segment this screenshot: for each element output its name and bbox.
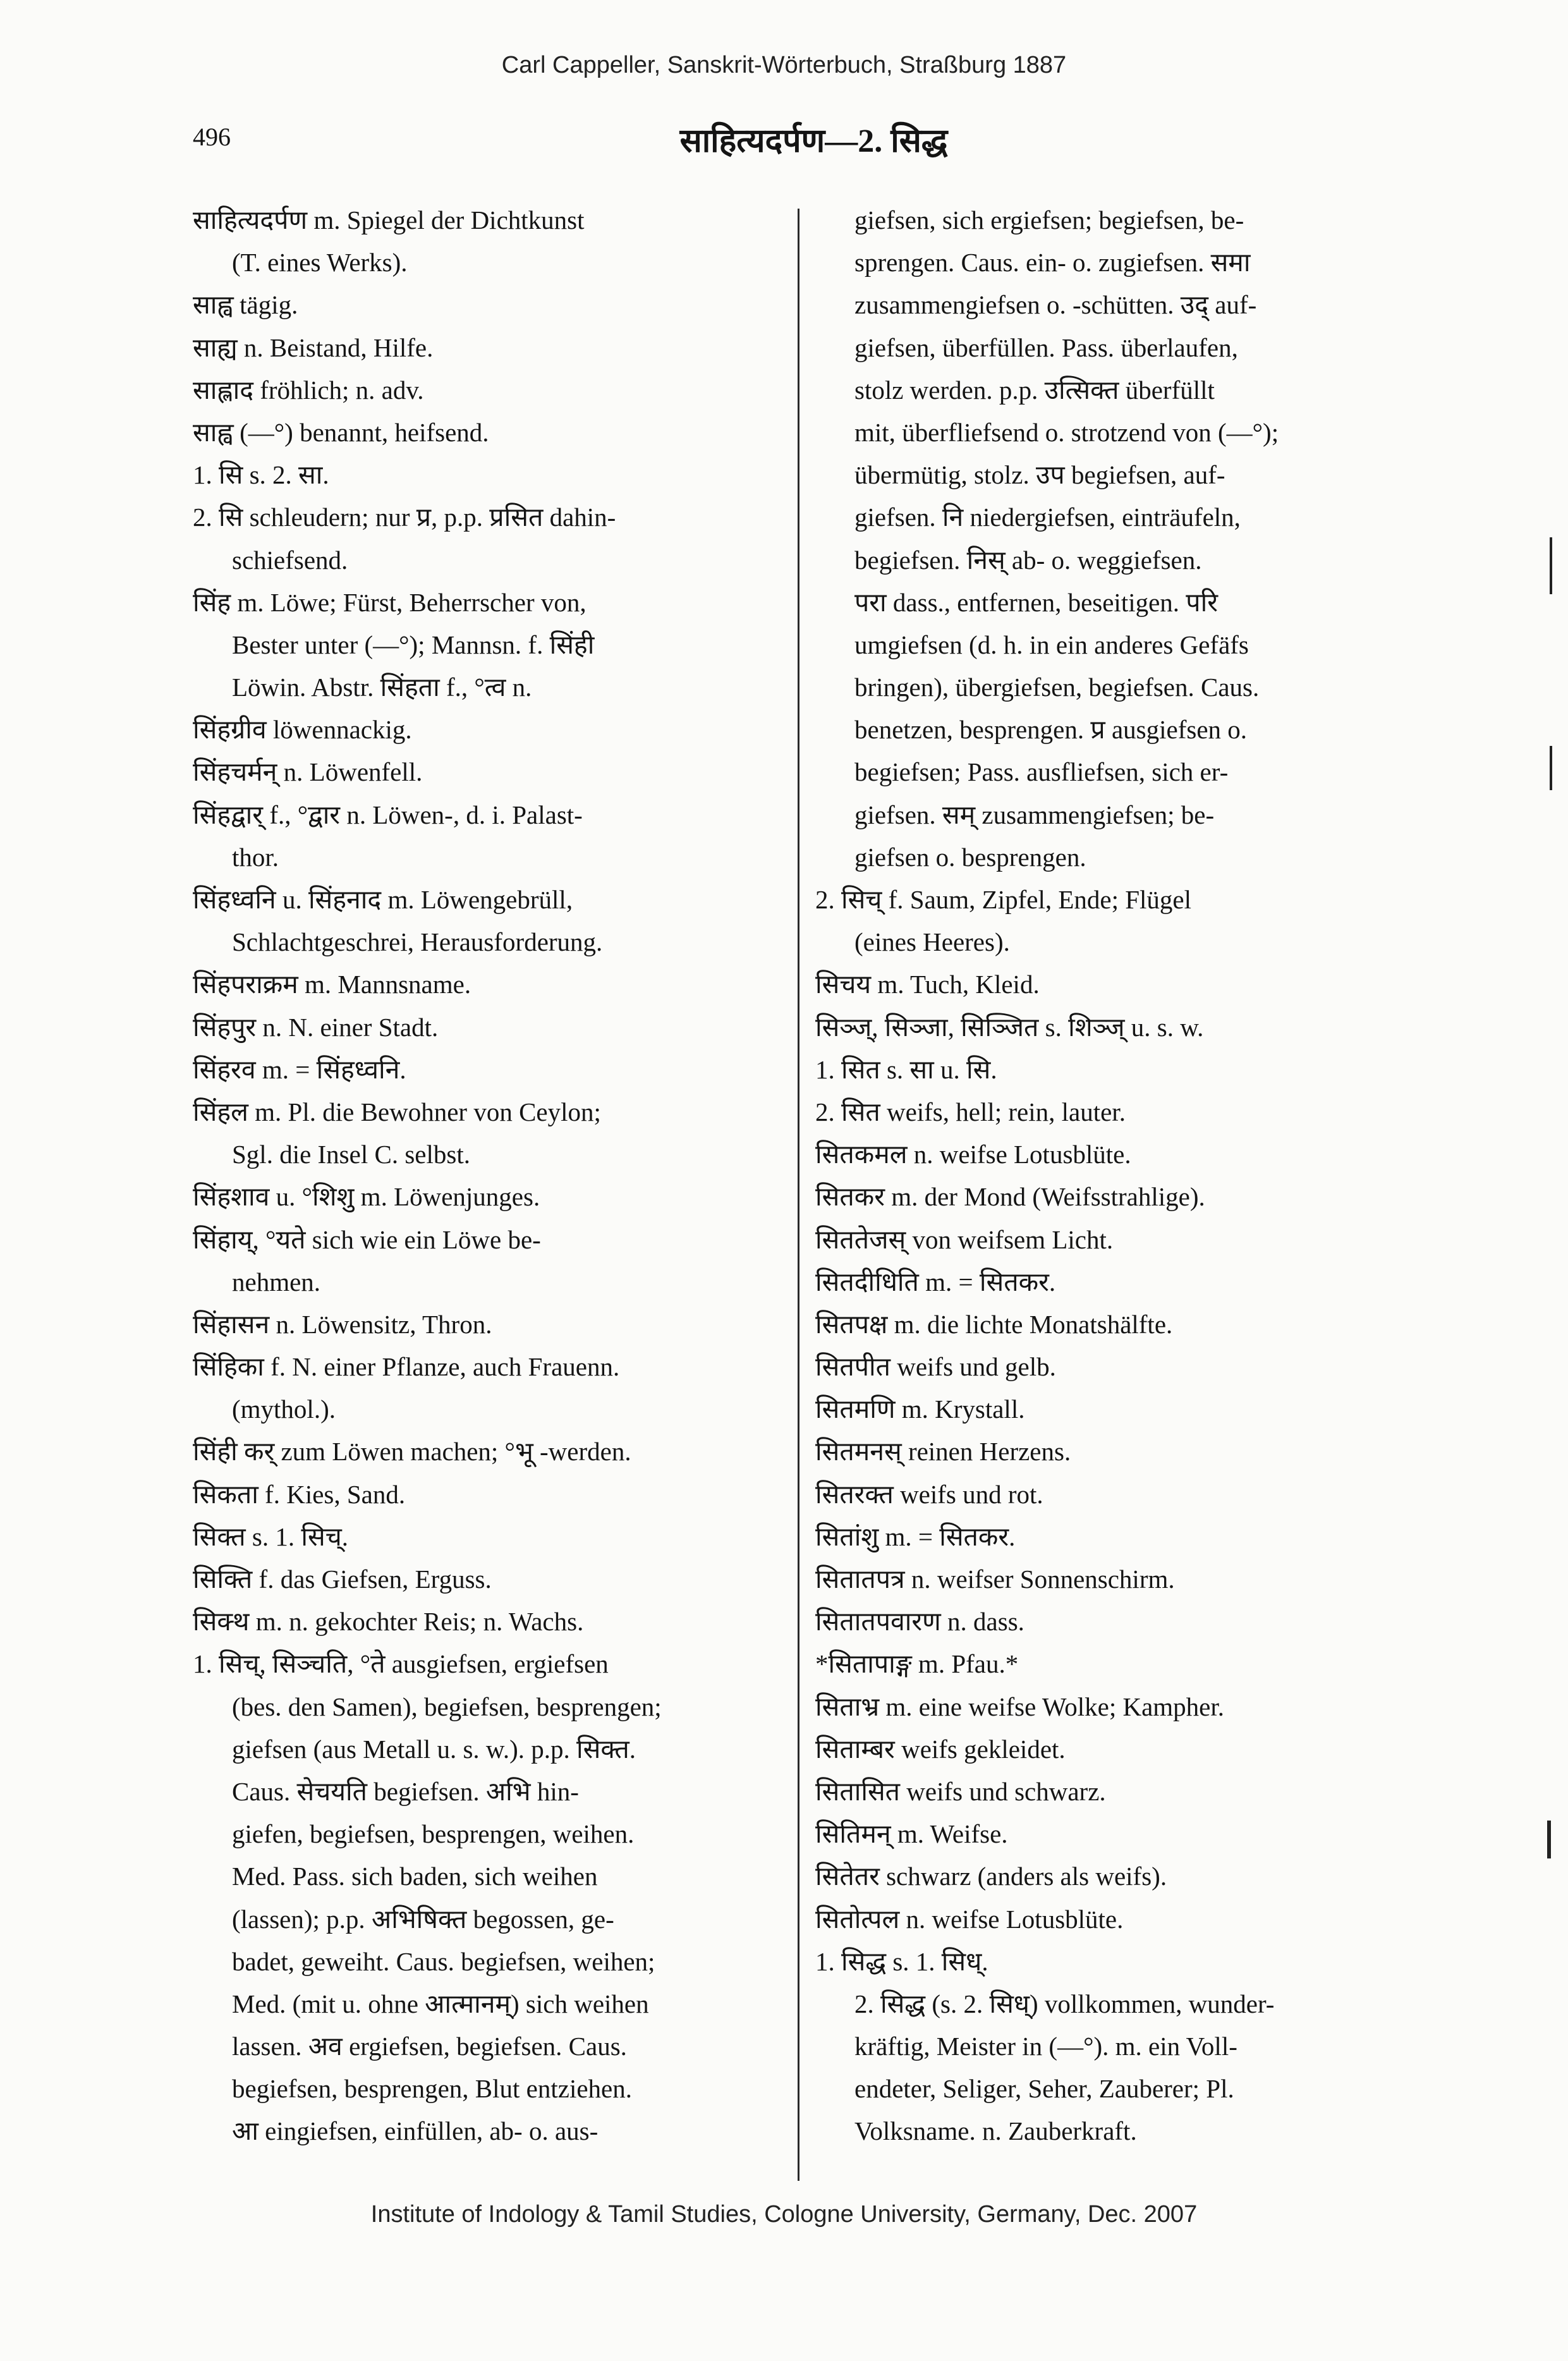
dictionary-line: schiefsend. [232,545,348,575]
dictionary-line: सितोत्पल n. weifse Lotusblüte. [815,1904,1124,1934]
dictionary-line: (T. eines Werks). [232,248,408,278]
dictionary-line: सिक्थ m. n. gekochter Reis; n. Wachs. [193,1607,584,1637]
scan-edge-mark [1547,1821,1551,1858]
dictionary-line: 2. सिच् f. Saum, Zipfel, Ende; Flügel [815,885,1192,914]
dictionary-line: giefsen. सम् zusammengiefsen; be- [854,800,1215,829]
dictionary-line: stolz werden. p.p. उत्सिक्त überfüllt [854,375,1215,405]
dictionary-line: giefsen. नि niedergiefsen, einträufeln, [854,503,1241,532]
dictionary-line: begiefsen, besprengen, Blut entziehen. [232,2074,632,2104]
dictionary-line: Löwin. Abstr. सिंहता f., °त्व n. [232,673,532,702]
dictionary-line: nehmen. [232,1267,321,1296]
dictionary-line: lassen. अव ergiefsen, begiefsen. Caus. [232,2032,627,2061]
dictionary-line: सितमणि m. Krystall. [815,1394,1025,1424]
dictionary-line: सिंहध्वनि u. सिंहनाद m. Löwengebrüll, [193,885,573,914]
dictionary-line: सिंहरव m. = सिंहध्वनि. [193,1054,406,1084]
dictionary-line: सिंह m. Löwe; Fürst, Beherrscher von, [193,587,586,617]
dictionary-line: सितपक्ष m. die lichte Monatshälfte. [815,1309,1173,1339]
dictionary-line: giefsen, sich ergiefsen; begiefsen, be- [854,205,1244,235]
dictionary-line: thor. [232,842,279,872]
dictionary-line: साह्व tägig. [193,290,298,320]
dictionary-line: Bester unter (—°); Mannsn. f. सिंही [232,630,595,659]
dictionary-line: 2. सि schleudern; nur प्र, p.p. प्रसित dahin- [193,503,616,532]
dictionary-line: 1. सिद्ध s. 1. सिध्. [815,1946,988,1976]
dictionary-line: आ eingiefsen, einfüllen, ab- o. aus- [232,2116,599,2146]
dictionary-line: साह्य n. Beistand, Hilfe. [193,332,434,362]
dictionary-line: giefen, begiefsen, besprengen, weihen. [232,1819,635,1849]
page-number: 496 [193,123,231,151]
dictionary-line: Med. (mit u. ohne आत्मानम्) sich weihen [232,1989,649,2018]
dictionary-line: badet, geweiht. Caus. begiefsen, weihen; [232,1946,655,1976]
dictionary-line: साह्लाद fröhlich; n. adv. [193,375,424,405]
dictionary-line: 2. सित weifs, hell; rein, lauter. [815,1097,1126,1126]
dictionary-line: सिञ्ज्, सिञ्जा, सिञ्जित s. शिञ्ज् u. s. w. [815,1012,1204,1042]
dictionary-line: giefsen o. besprengen. [854,842,1086,872]
dictionary-line: सिंहचर्मन् n. Löwenfell. [193,757,423,787]
dictionary-line: सितांशु m. = सितकर. [815,1522,1016,1551]
dictionary-line: endeter, Seliger, Seher, Zauberer; Pl. [854,2074,1234,2104]
dictionary-line: 1. सिच्, सिञ्चति, °ते ausgiefsen, ergiefsen [193,1649,609,1679]
dictionary-line: साहित्यदर्पण m. Spiegel der Dichtkunst [193,205,585,235]
dictionary-line: सितकमल n. weifse Lotusblüte. [815,1140,1131,1169]
dictionary-line: सिचय m. Tuch, Kleid. [815,970,1040,999]
dictionary-line: (bes. den Samen), begiefsen, besprengen; [232,1692,662,1721]
column-divider [798,209,799,2181]
dictionary-line: zusammengiefsen o. -schütten. उद् auf- [854,290,1257,320]
dictionary-line: giefsen (aus Metall u. s. w.). p.p. सिक्त. [232,1734,636,1764]
dictionary-line: सिताम्बर weifs gekleidet. [815,1734,1066,1764]
dictionary-line: सिंहद्वार् f., °द्वार n. Löwen-, d. i. Palast- [193,800,583,829]
dictionary-line: सिंही कर् zum Löwen machen; °भू -werden. [193,1437,631,1467]
left-column [193,199,781,2153]
dictionary-line: सिंहपुर n. N. einer Stadt. [193,1012,439,1042]
page-heading [193,117,1435,168]
dictionary-line: सिक्त s. 1. सिच्. [193,1522,349,1551]
dictionary-line: (eines Heeres). [854,927,1010,957]
dictionary-line: सिंहग्रीव löwennackig. [193,715,412,745]
dictionary-line: kräftig, Meister in (—°). m. ein Voll- [854,2032,1237,2061]
right-column [815,199,1422,2153]
dictionary-line: सितासित weifs und schwarz. [815,1776,1106,1806]
dictionary-line: सितेतर schwarz (anders als weifs). [815,1862,1167,1891]
dictionary-line: सिंहशाव u. °शिशु m. Löwenjunges. [193,1182,540,1212]
dictionary-line: सिक्ति f. das Giefsen, Erguss. [193,1565,492,1594]
dictionary-line: सिंहाय्, °यते sich wie ein Löwe be- [193,1224,541,1254]
dictionary-line: 2. सिद्ध (s. 2. सिध्) vollkommen, wunder- [854,1989,1275,2018]
dictionary-line: giefsen, überfüllen. Pass. überlaufen, [854,332,1238,362]
dictionary-line: Med. Pass. sich baden, sich weihen [232,1862,598,1891]
dictionary-line: सिततेजस् von weifsem Licht. [815,1224,1114,1254]
dictionary-line: begiefsen; Pass. ausfliefsen, sich er- [854,757,1229,787]
dictionary-line: सितातपवारण n. dass. [815,1607,1024,1637]
dictionary-line: 1. सि s. 2. सा. [193,460,329,490]
dictionary-line: benetzen, besprengen. प्र ausgiefsen o. [854,715,1248,745]
dictionary-line: सिंहिका f. N. einer Pflanze, auch Frauenn. [193,1352,620,1382]
dictionary-line: übermütig, stolz. उप begiefsen, auf- [854,460,1225,490]
dictionary-line: Sgl. die Insel C. selbst. [232,1140,470,1169]
dictionary-line: 1. सित s. सा u. सि. [815,1054,997,1084]
dictionary-line: begiefsen. निस् ab- o. weggiefsen. [854,545,1202,575]
dictionary-line: सिंहल m. Pl. die Bewohner von Ceylon; [193,1097,601,1126]
dictionary-line: सिकता f. Kies, Sand. [193,1479,406,1509]
dictionary-line: सितमनस् reinen Herzens. [815,1437,1071,1467]
dictionary-line: *सितापाङ्ग m. Pfau.* [815,1649,1019,1679]
dictionary-line: सितिमन् m. Weifse. [815,1819,1008,1849]
dictionary-line: (mythol.). [232,1394,336,1424]
dictionary-line: sprengen. Caus. ein- o. zugiefsen. समा [854,248,1251,278]
dictionary-line: सितातपत्र n. weifser Sonnenschirm. [815,1565,1175,1594]
scan-edge-mark [1550,746,1552,790]
dictionary-line: सितदीधिति m. = सितकर. [815,1267,1056,1296]
dictionary-line: सिताभ्र m. eine weifse Wolke; Kampher. [815,1692,1225,1721]
source-header: Carl Cappeller, Sanskrit-Wörterbuch, Straßburg 1887 [501,52,1067,78]
dictionary-line: Caus. सेचयति begiefsen. अभि hin- [232,1776,579,1806]
dictionary-line: (lassen); p.p. अभिषिक्त begossen, ge- [232,1904,614,1934]
dictionary-line: Schlachtgeschrei, Herausforderung. [232,927,603,957]
dictionary-line: सितपीत weifs und gelb. [815,1352,1056,1382]
dictionary-line: सिंहासन n. Löwensitz, Thron. [193,1309,492,1339]
scan-edge-mark [1550,537,1552,594]
dictionary-line: सितकर m. der Mond (Weifsstrahlige). [815,1182,1205,1212]
dictionary-line: साह्व (—°) benannt, heifsend. [193,417,489,447]
dictionary-line: सितरक्त weifs und rot. [815,1479,1043,1509]
dictionary-line: सिंहपराक्रम m. Mannsname. [193,970,471,999]
dictionary-line: mit, überfliefsend o. strotzend von (—°); [854,417,1279,447]
page-title: साहित्यदर्पण—2. सिद्ध [679,123,948,159]
source-footer: Institute of Indology & Tamil Studies, Cologne University, Germany, Dec. 2007 [370,2201,1198,2228]
dictionary-line: bringen), übergiefsen, begiefsen. Caus. [854,673,1260,702]
dictionary-line: umgiefsen (d. h. in ein anderes Gefäfs [854,630,1249,659]
dictionary-line: Volksname. n. Zauberkraft. [854,2116,1137,2146]
dictionary-line: परा dass., entfernen, beseitigen. परि [854,587,1218,617]
